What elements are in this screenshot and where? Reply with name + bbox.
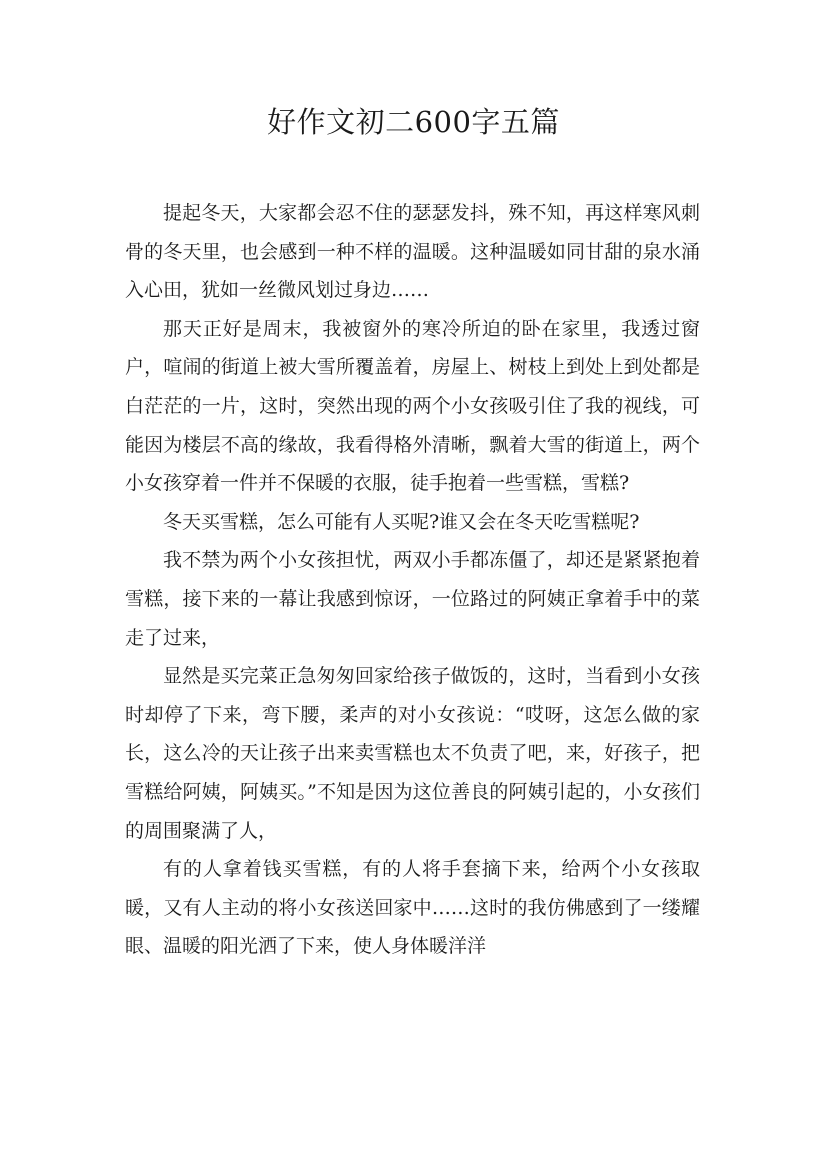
- paragraph: 有的人拿着钱买雪糕，有的人将手套摘下来，给两个小女孩取暖，又有人主动的将小女孩送回家中……这时的我仿佛感到了一缕耀眼、温暖的阳光洒了下来，使人身体暖洋洋: [125, 858, 700, 958]
- document-body: [125, 194, 700, 966]
- paragraph: 我不禁为两个小女孩担忧，两双小手都冻僵了，却还是紧紧抱着雪糕，接下来的一幕让我感到惊讶，一位路过的阿姨正拿着手中的菜走了过来，: [125, 549, 700, 649]
- paragraph: 冬天买雪糕，怎么可能有人买呢?谁又会在冬天吃雪糕呢?: [163, 510, 640, 533]
- paragraph: 那天正好是周末，我被窗外的寒冷所迫的卧在家里，我透过窗户，喧闹的街道上被大雪所覆盖着，房屋上、树枝上到处上到处都是白茫茫的一片，这时，突然出现的两个小女孩吸引住了我的视线，可能因为楼层不高的缘故，我看得格外清晰，飘着大雪的街道上，两个小女孩穿着一件并不保暖的衣服，徒手抱着一些雪糕，雪糕?: [125, 317, 700, 495]
- paragraph: 提起冬天，大家都会忍不住的瑟瑟发抖，殊不知，再这样寒风刺骨的冬天里，也会感到一种不样的温暖。这种温暖如同甘甜的泉水涌入心田，犹如一丝微风划过身边……: [125, 202, 700, 302]
- document-title: 好作文初二600字五篇: [267, 105, 560, 139]
- paragraph: 显然是买完菜正急匆匆回家给孩子做饭的，这时，当看到小女孩时却停了下来，弯下腰，柔声的对小女孩说：“哎呀，这怎么做的家长，这么冷的天让孩子出来卖雪糕也太不负责了吧，来，好孩子，把雪糕给阿姨，阿姨买。”不知是因为这位善良的阿姨引起的，小女孩们的周围聚满了人，: [125, 665, 700, 842]
